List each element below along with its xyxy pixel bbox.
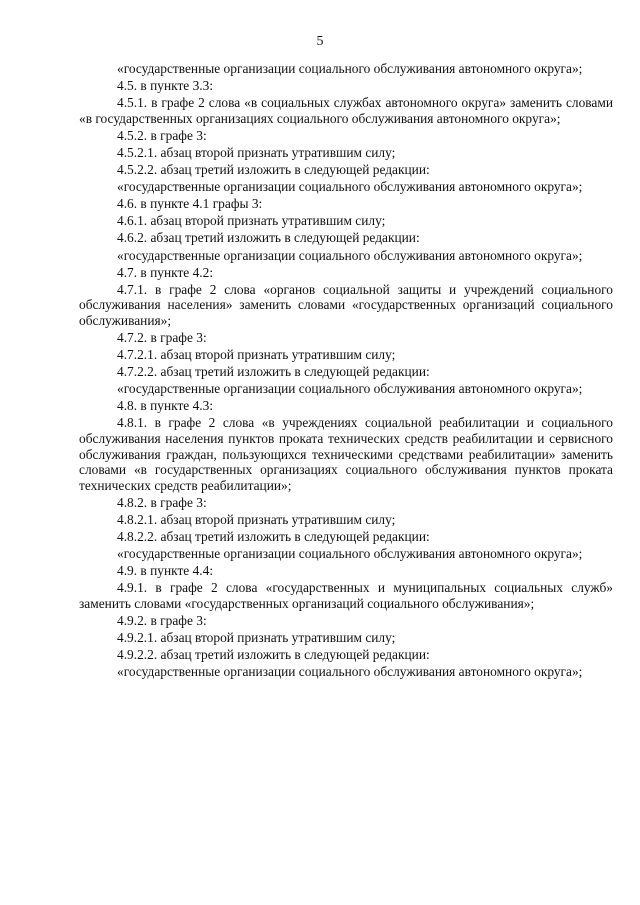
paragraph: 4.8. в пункте 4.3: bbox=[117, 398, 214, 414]
paragraph: 4.6.1. абзац второй признать утратившим силу; bbox=[117, 213, 386, 229]
paragraph: 4.5.2.1. абзац второй признать утратившим силу; bbox=[117, 144, 396, 160]
paragraph: 4.9. в пункте 4.4: bbox=[117, 563, 214, 579]
paragraph: 4.5.2. в графе 3: bbox=[117, 127, 207, 143]
paragraph: 4.5.1. в графе 2 слова «в социальных службах автономного округа» заменить словами «в государственных организациях социального обслуживания автономного округа»; bbox=[79, 95, 613, 126]
paragraph: 4.7.2.2. абзац третий изложить в следующей редакции: bbox=[117, 364, 430, 380]
page-number: 5 bbox=[316, 34, 324, 49]
paragraph: 4.9.2. в графе 3: bbox=[117, 613, 207, 629]
paragraph: «государственные организации социального обслуживания автономного округа»; bbox=[117, 61, 583, 76]
paragraph: 4.8.2. в графе 3: bbox=[117, 494, 207, 510]
paragraph: «государственные организации социального обслуживания автономного округа»; bbox=[117, 247, 583, 263]
paragraph: 4.9.1. в графе 2 слова «государственных и муниципальных социальных служб» заменить словами «государственных организаций социального обслуживания»; bbox=[79, 580, 613, 611]
paragraph: 4.8.2.2. абзац третий изложить в следующей редакции: bbox=[117, 529, 430, 545]
paragraph: 4.7.2.1. абзац второй признать утратившим силу; bbox=[117, 347, 396, 363]
paragraph: «государственные организации социального обслуживания автономного округа»; bbox=[117, 381, 583, 397]
document-body bbox=[79, 61, 613, 681]
paragraph: 4.6.2. абзац третий изложить в следующей редакции: bbox=[117, 230, 420, 246]
paragraph: 4.7.1. в графе 2 слова «органов социальной защиты и учреждений социального обслуживания населения» заменить словами «государственных организаций социального обслуживания»; bbox=[79, 281, 613, 328]
paragraph: 4.7. в пункте 4.2: bbox=[117, 264, 214, 280]
paragraph: «государственные организации социального обслуживания автономного округа»; bbox=[117, 179, 583, 195]
paragraph: 4.8.2.1. абзац второй признать утратившим силу; bbox=[117, 512, 396, 528]
paragraph: «государственные организации социального обслуживания автономного округа»; bbox=[117, 546, 583, 562]
paragraph: 4.6. в пункте 4.1 графы 3: bbox=[117, 196, 263, 212]
paragraph: 4.9.2.2. абзац третий изложить в следующей редакции: bbox=[117, 647, 430, 663]
paragraph: 4.8.1. в графе 2 слова «в учреждениях социальной реабилитации и социального обслуживания населения пунктов проката технических средств реабилитации и сервисного обслуживания граждан, пользующихся техническими средствами реабилитации» заменить словами «в государственных организациях социального обслуживания пунктов проката технических средств реабилитации»; bbox=[79, 415, 613, 493]
paragraph: 4.7.2. в графе 3: bbox=[117, 330, 207, 345]
paragraph: 4.5. в пункте 3.3: bbox=[117, 78, 214, 94]
paragraph: 4.5.2.2. абзац третий изложить в следующей редакции: bbox=[117, 162, 430, 178]
paragraph: «государственные организации социального обслуживания автономного округа»; bbox=[117, 664, 583, 680]
paragraph: 4.9.2.1. абзац второй признать утратившим силу; bbox=[117, 630, 396, 646]
